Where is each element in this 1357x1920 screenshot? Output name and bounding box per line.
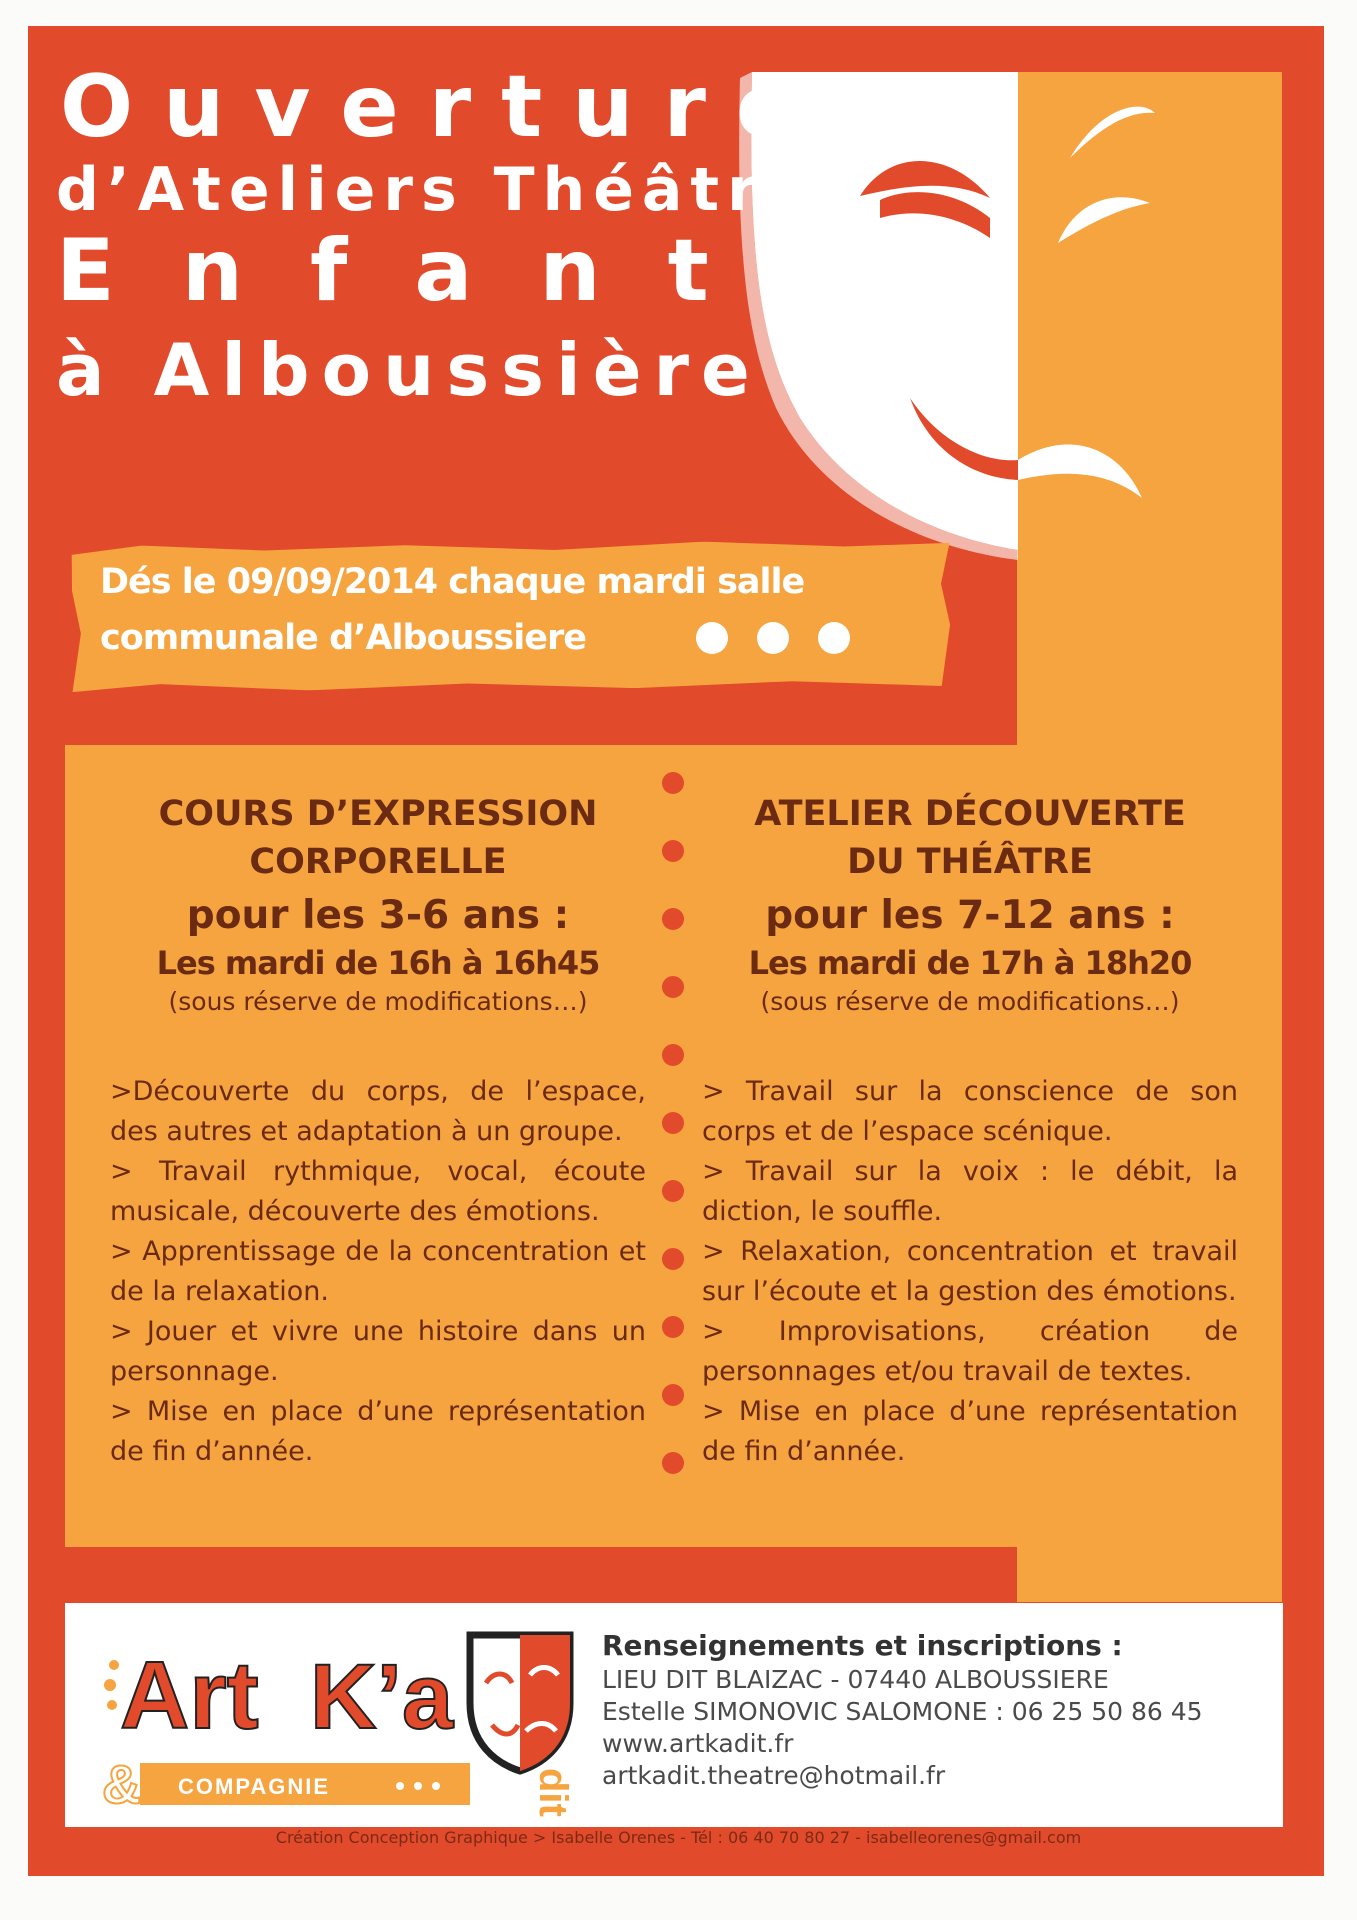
- logo-ampersand-text: &: [102, 1755, 141, 1815]
- logo-compagnie-dots: [396, 1782, 440, 1790]
- list-item: > Improvisations, création de personnages et/ou travail de textes.: [702, 1316, 1238, 1387]
- left-note: (sous réserve de modifications…): [168, 987, 588, 1016]
- program-left-column: [110, 790, 646, 1472]
- dot-icon: [757, 622, 789, 654]
- column-separator-dots: [662, 772, 686, 1472]
- right-note: (sous réserve de modifications…): [760, 987, 1180, 1016]
- date-banner-line-2: communale d’Alboussiere: [100, 618, 586, 658]
- logo-decor-dots: [104, 1660, 119, 1710]
- title-line-1: Ouverture: [60, 57, 825, 157]
- right-time: Les mardi de 17h à 18h20: [748, 944, 1192, 982]
- title-line-4: à Alboussière: [56, 328, 762, 412]
- contact-address: LIEU DIT BLAIZAC - 07440 ALBOUSSIERE: [602, 1665, 1109, 1694]
- mask-mouth-right: [1018, 445, 1142, 498]
- list-item: > Jouer et vivre une histoire dans un personnage.: [110, 1316, 646, 1387]
- date-banner-line-1: Dés le 09/09/2014 chaque mardi salle: [100, 562, 805, 602]
- dot-icon: [662, 908, 684, 930]
- banner-dots: [696, 622, 850, 654]
- dot-icon: [662, 976, 684, 998]
- list-item: > Apprentissage de la concentration et de la relaxation.: [110, 1236, 646, 1307]
- right-title-line-1: ATELIER DÉCOUVERTE: [754, 794, 1186, 834]
- mask-eye-right-lower: [1058, 197, 1150, 243]
- right-bullet-list: [702, 1072, 1238, 1472]
- list-item: > Mise en place d’une représentation de fin d’année.: [702, 1396, 1238, 1467]
- contact-person: Estelle SIMONOVIC SALOMONE : 06 25 50 86 45: [602, 1697, 1203, 1726]
- dot-icon: [662, 1112, 684, 1134]
- contact-heading: Renseignements et inscriptions :: [602, 1629, 1123, 1662]
- right-title-line-2: DU THÉÂTRE: [847, 842, 1093, 882]
- dot-icon: [662, 1316, 684, 1338]
- title-line-3: Enfants: [56, 221, 894, 321]
- design-credit: Création Conception Graphique > Isabelle Orenes - Tél : 06 40 70 80 27 - isabelleorenes@gmail.com: [275, 1828, 1082, 1847]
- contact-website-link[interactable]: www.artkadit.fr: [602, 1729, 794, 1758]
- left-title-line-2: CORPORELLE: [249, 842, 507, 882]
- list-item: > Relaxation, concentration et travail sur l’écoute et la gestion des émotions.: [702, 1236, 1238, 1307]
- dot-icon: [662, 1384, 684, 1406]
- artkadit-logo: [100, 1613, 575, 1817]
- logo-art-text: Art: [120, 1642, 259, 1749]
- logo-ka-text: K’a: [310, 1646, 454, 1748]
- dot-icon: [662, 1044, 684, 1066]
- logo-dit-text: dit: [531, 1768, 575, 1817]
- dot-icon: [818, 622, 850, 654]
- title-line-2: d’Ateliers Théâtre: [56, 155, 814, 225]
- program-right-column: [702, 790, 1238, 1472]
- list-item: > Travail sur la voix : le débit, la diction, le souffle.: [702, 1156, 1238, 1227]
- left-title-line-1: COURS D’EXPRESSION: [158, 794, 598, 834]
- left-time: Les mardi de 16h à 16h45: [156, 944, 600, 982]
- list-item: > Travail sur la conscience de son corps et de l’espace scénique.: [702, 1076, 1238, 1147]
- dot-icon: [662, 840, 684, 862]
- dot-icon: [662, 1452, 684, 1474]
- list-item: > Travail rythmique, vocal, écoute musicale, découverte des émotions.: [110, 1156, 646, 1227]
- mask-eye-right: [1070, 107, 1155, 158]
- contact-info: [602, 1628, 1203, 1792]
- dot-icon: [662, 772, 684, 794]
- left-bullet-list: [110, 1072, 646, 1472]
- dot-icon: [662, 1180, 684, 1202]
- list-item: >Découverte du corps, de l’espace, des autres et adaptation à un groupe.: [110, 1076, 646, 1147]
- list-item: > Mise en place d’une représentation de fin d’année.: [110, 1396, 646, 1467]
- right-age: pour les 7-12 ans :: [765, 893, 1175, 938]
- contact-email-link[interactable]: artkadit.theatre@hotmail.fr: [602, 1761, 946, 1790]
- dot-icon: [662, 1248, 684, 1270]
- logo-mask-shield-icon: [470, 1635, 570, 1771]
- logo-compagnie-text: COMPAGNIE: [178, 1774, 331, 1799]
- left-age: pour les 3-6 ans :: [186, 893, 570, 938]
- dot-icon: [696, 622, 728, 654]
